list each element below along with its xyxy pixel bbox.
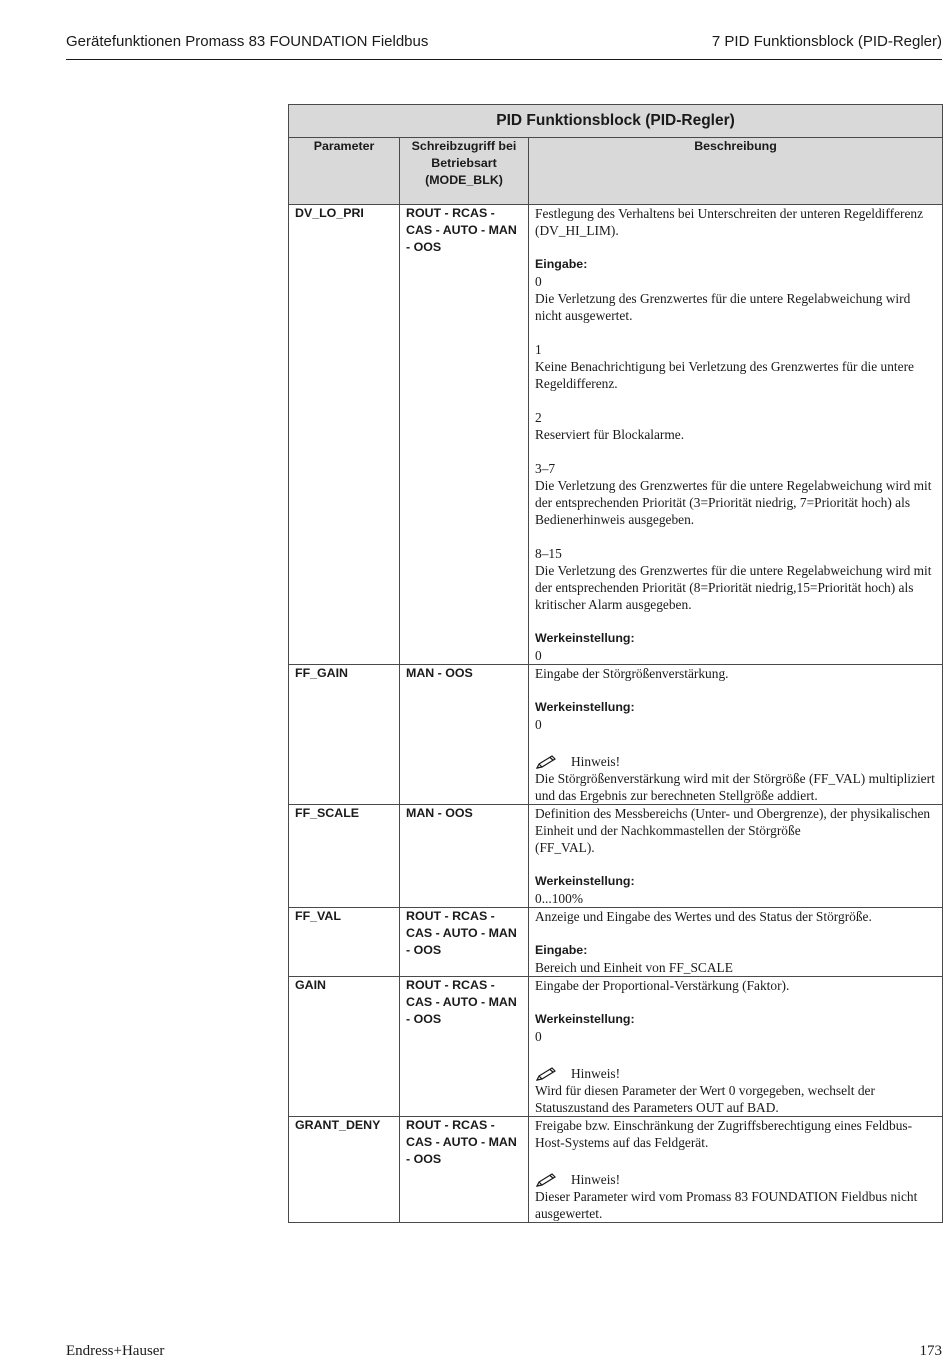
param-name: FF_SCALE: [289, 805, 400, 908]
default-label: Werkeinstellung:: [535, 874, 635, 888]
default-value: 0: [535, 648, 542, 663]
desc-intro: Festlegung des Verhaltens bei Unterschreiten der unteren Regeldifferenz (DV_HI_LIM).: [535, 206, 924, 238]
hint-label: Hinweis!: [571, 1066, 621, 1081]
option-value: 0: [535, 274, 542, 289]
write-mode: ROUT - RCAS - CAS - AUTO - MAN - OOS: [400, 977, 529, 1117]
col-header-description: Beschreibung: [529, 138, 943, 205]
description: [529, 805, 943, 908]
desc-intro: Definition des Messbereichs (Unter- und Obergrenze), der physikalischen Einheit und der Nachkommastellen der Störgröße: [535, 806, 931, 838]
description: [529, 977, 943, 1117]
table-row: [289, 1117, 943, 1223]
input-text: Bereich und Einheit von FF_SCALE: [535, 960, 733, 975]
pencil-icon: [535, 1066, 559, 1082]
default-value: 0...100%: [535, 891, 583, 906]
description: [529, 1117, 943, 1223]
page-number: 173: [919, 1343, 942, 1359]
pid-parameter-table: [288, 104, 943, 1223]
header-title: Gerätefunktionen Promass 83 FOUNDATION Fieldbus: [66, 33, 429, 50]
table-title: PID Funktionsblock (PID-Regler): [289, 105, 943, 138]
description: [529, 665, 943, 805]
description: [529, 205, 943, 665]
desc-intro: Freigabe bzw. Einschränkung der Zugriffsberechtigung eines Feldbus-Host-Systems auf das Feldgerät.: [535, 1118, 913, 1150]
param-name: DV_LO_PRI: [289, 205, 400, 665]
default-value: 0: [535, 1029, 542, 1044]
option-value: 8–15: [535, 546, 562, 561]
desc-intro-cont: (FF_VAL).: [535, 840, 595, 855]
desc-intro: Eingabe der Proportional-Verstärkung (Faktor).: [535, 978, 790, 993]
write-mode: ROUT - RCAS - CAS - AUTO - MAN - OOS: [400, 908, 529, 977]
option-value: 2: [535, 410, 542, 425]
col-header-parameter: Parameter: [289, 138, 400, 205]
hint-text: Wird für diesen Parameter der Wert 0 vorgegeben, wechselt der Statuszustand des Parameters OUT auf BAD.: [535, 1083, 875, 1115]
desc-intro: Eingabe der Störgrößenverstärkung.: [535, 666, 729, 681]
write-mode: ROUT - RCAS - CAS - AUTO - MAN - OOS: [400, 1117, 529, 1223]
hint-label: Hinweis!: [571, 1172, 621, 1187]
desc-intro: Anzeige und Eingabe des Wertes und des Status der Störgröße.: [535, 909, 872, 924]
hint-note: [535, 1062, 936, 1082]
hint-text: Die Störgrößenverstärkung wird mit der Störgröße (FF_VAL) multipliziert und das Ergebnis zur berechneten Stellgröße addiert.: [535, 771, 935, 803]
pencil-icon: [535, 1172, 559, 1188]
option-value: 3–7: [535, 461, 556, 476]
default-label: Werkeinstellung:: [535, 700, 635, 714]
option-text: Keine Benachrichtigung bei Verletzung des Grenzwertes für die untere Regeldifferenz.: [535, 359, 915, 391]
hint-text: Dieser Parameter wird vom Promass 83 FOUNDATION Fieldbus nicht ausgewertet.: [535, 1189, 918, 1221]
option-text: Die Verletzung des Grenzwertes für die untere Regelabweichung wird nicht ausgewertet.: [535, 291, 911, 323]
input-label: Eingabe:: [535, 943, 588, 957]
page-header: [66, 32, 942, 60]
default-value: 0: [535, 717, 542, 732]
default-label: Werkeinstellung:: [535, 631, 635, 645]
table-row: [289, 908, 943, 977]
brand-name: Endress+Hauser: [66, 1343, 165, 1359]
write-mode: MAN - OOS: [400, 665, 529, 805]
col-header-mode: Schreibzugriff bei Betriebsart (MODE_BLK): [400, 138, 529, 205]
option-text: Die Verletzung des Grenzwertes für die untere Regelabweichung wird mit der entsprechenden Priorität (3=Priorität niedrig, 7=Priorität hoch) als Bedienerhinweis ausgegeben.: [535, 478, 932, 527]
table-row: [289, 205, 943, 665]
description: [529, 908, 943, 977]
pencil-icon: [535, 754, 559, 770]
param-name: FF_GAIN: [289, 665, 400, 805]
option-value: 1: [535, 342, 542, 357]
param-name: FF_VAL: [289, 908, 400, 977]
option-text: Reserviert für Blockalarme.: [535, 427, 685, 442]
input-label: Eingabe:: [535, 257, 588, 271]
table-row: [289, 977, 943, 1117]
param-name: GRANT_DENY: [289, 1117, 400, 1223]
hint-label: Hinweis!: [571, 754, 621, 769]
param-name: GAIN: [289, 977, 400, 1117]
table-row: [289, 665, 943, 805]
table-row: [289, 805, 943, 908]
write-mode: ROUT - RCAS - CAS - AUTO - MAN - OOS: [400, 205, 529, 665]
hint-note: [535, 1168, 936, 1188]
option-text: Die Verletzung des Grenzwertes für die untere Regelabweichung wird mit der entsprechenden Priorität (8=Priorität niedrig,15=Priorität hoch) als kritischer Alarm ausgegeben.: [535, 563, 932, 612]
header-section: 7 PID Funktionsblock (PID-Regler): [711, 33, 942, 50]
hint-note: [535, 750, 936, 770]
default-label: Werkeinstellung:: [535, 1012, 635, 1026]
write-mode: MAN - OOS: [400, 805, 529, 908]
